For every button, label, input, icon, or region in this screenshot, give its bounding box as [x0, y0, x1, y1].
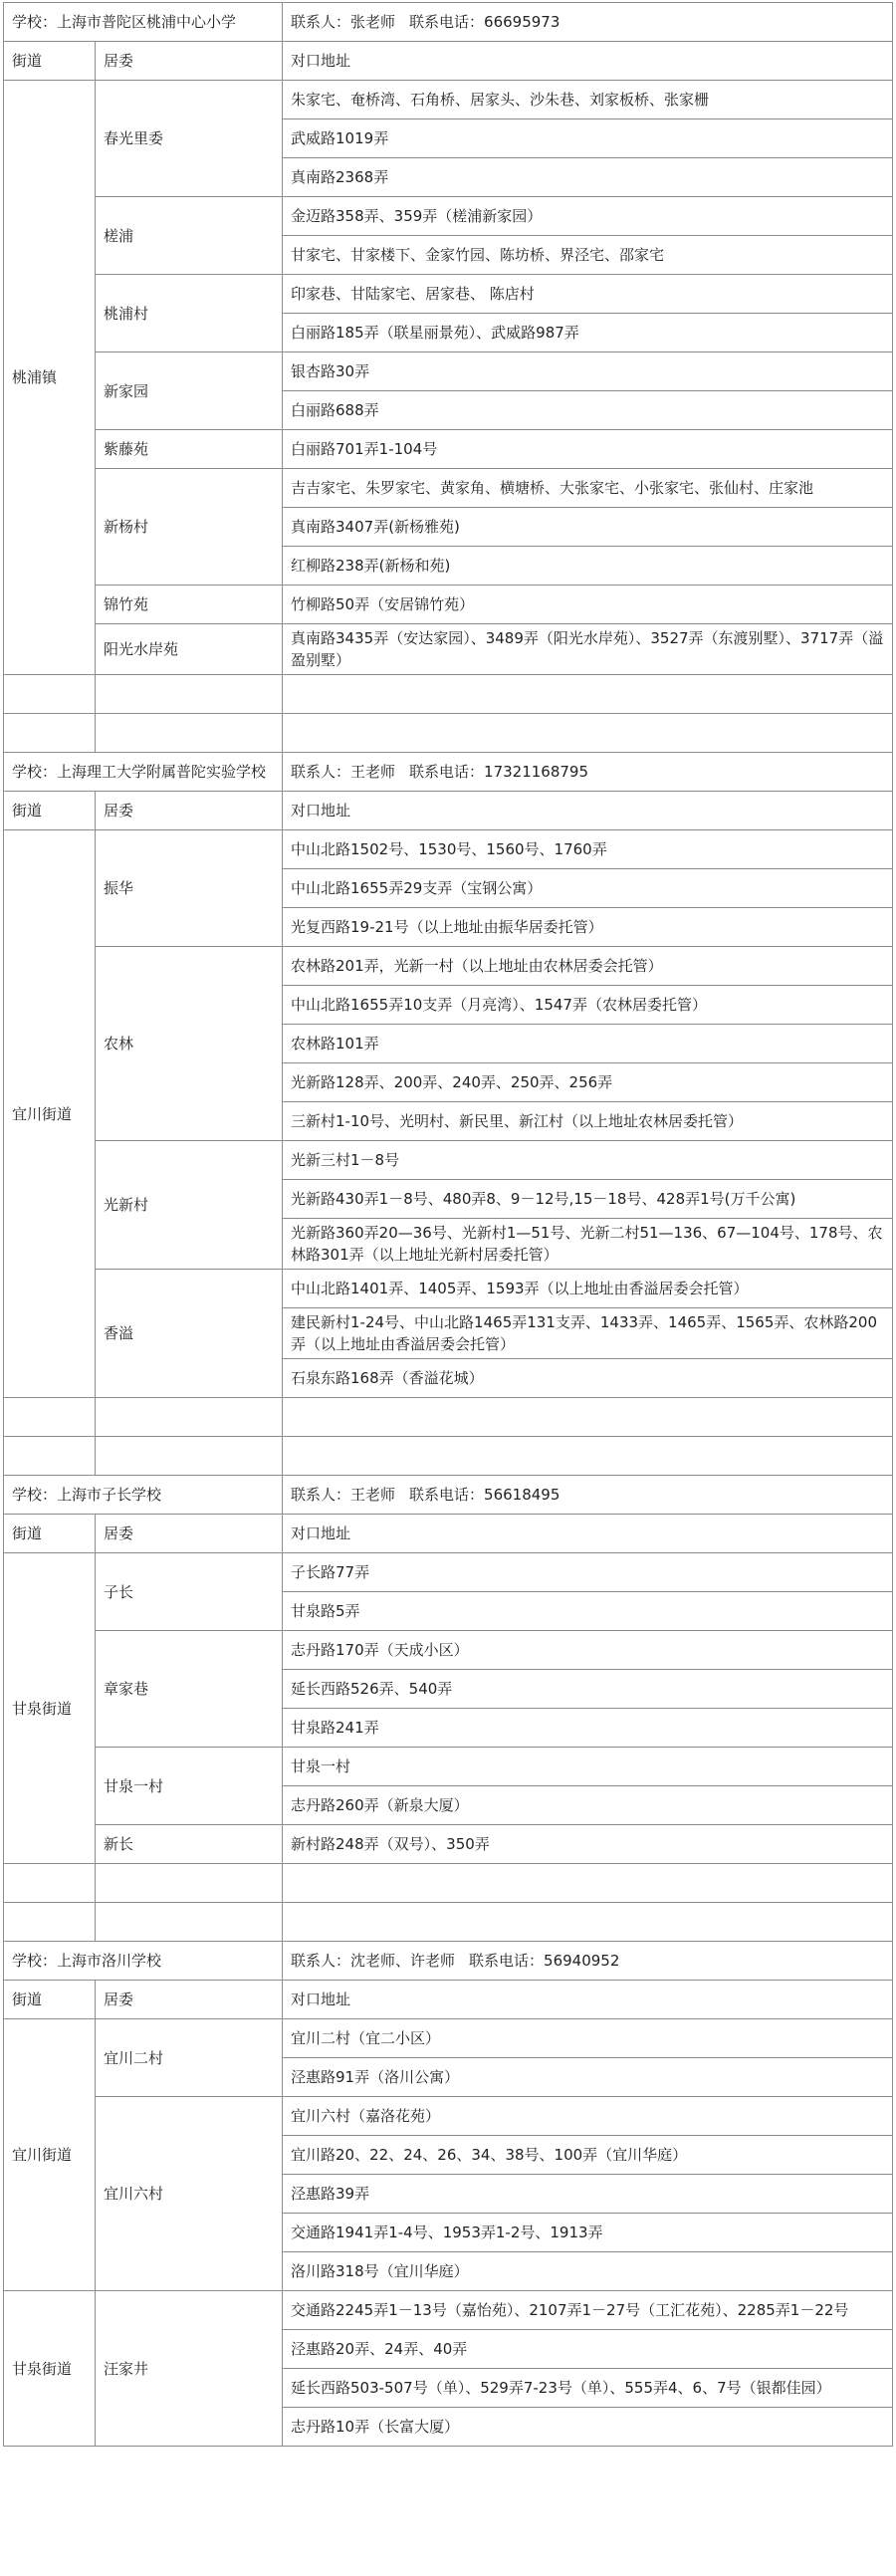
address-cell-text: 宜川二村（宜二小区） — [291, 2029, 441, 2047]
table-row — [4, 352, 893, 391]
column-header-row — [4, 792, 893, 830]
address-cell-text: 银杏路30弄 — [291, 362, 370, 380]
committee-cell-text: 子长 — [104, 1582, 134, 1601]
committee-cell-text: 新长 — [104, 1835, 134, 1853]
column-header-address-text: 对口地址 — [291, 52, 351, 70]
address-cell — [283, 2330, 893, 2369]
committee-cell-text: 宜川二村 — [104, 2048, 164, 2067]
address-cell — [283, 1102, 893, 1141]
street-cell — [4, 81, 96, 675]
committee-cell — [96, 947, 283, 1141]
empty-cell — [283, 1437, 893, 1476]
school-district-table — [3, 2, 893, 2447]
column-header-committee — [96, 1515, 283, 1553]
address-cell — [283, 158, 893, 197]
address-cell — [283, 236, 893, 275]
address-cell — [283, 197, 893, 236]
empty-row — [4, 675, 893, 714]
empty-cell — [96, 714, 283, 753]
committee-cell-text: 章家巷 — [104, 1680, 149, 1698]
empty-cell — [283, 714, 893, 753]
empty-cell — [4, 1398, 96, 1437]
school-name-cell-text: 学校：上海市洛川学校 — [12, 1952, 162, 1970]
address-cell — [283, 2175, 893, 2214]
address-cell-text: 真南路3407弄(新杨雅苑) — [291, 518, 460, 536]
address-cell-text: 建民新村1-24号、中山北路1465弄131支弄、1433弄、1465弄、1565弄、农林路200弄（以上地址由香溢居委会托管） — [291, 1313, 878, 1353]
committee-cell — [96, 430, 283, 469]
committee-cell — [96, 1631, 283, 1748]
address-cell-text: 农林路101弄 — [291, 1035, 379, 1053]
street-cell — [4, 2019, 96, 2291]
column-header-street — [4, 42, 96, 81]
street-cell-text: 甘泉街道 — [12, 2359, 73, 2378]
column-header-address — [283, 42, 893, 81]
address-cell — [283, 908, 893, 947]
school-name-cell-text: 学校：上海市子长学校 — [12, 1486, 162, 1504]
committee-cell-text: 桃浦村 — [104, 304, 149, 323]
committee-cell — [96, 469, 283, 585]
contact-phone: 联系电话：56618495 — [409, 1486, 560, 1504]
table-row — [4, 830, 893, 869]
address-cell — [283, 947, 893, 986]
address-cell-text: 交通路2245弄1－13号（嘉怡苑）、2107弄1－27号（工汇花苑）、2285弄1－22号 — [291, 2301, 849, 2319]
table-row — [4, 1141, 893, 1180]
committee-cell — [96, 2019, 283, 2097]
empty-cell — [283, 1903, 893, 1942]
column-header-street-text: 街道 — [12, 1991, 43, 2008]
committee-cell — [96, 1825, 283, 1864]
address-cell-text: 子长路77弄 — [291, 1563, 370, 1581]
column-header-row — [4, 42, 893, 81]
table-row — [4, 430, 893, 469]
address-cell — [283, 1219, 893, 1270]
address-cell-text: 光新路430弄1－8号、480弄8、9－12号,15－18号、428弄1号(万千公寓) — [291, 1190, 796, 1208]
address-cell-text: 中山北路1401弄、1405弄、1593弄（以上地址由香溢居委会托管） — [291, 1280, 749, 1297]
address-cell — [283, 2019, 893, 2058]
contact-phone: 联系电话：17321168795 — [409, 763, 589, 781]
empty-cell — [4, 1864, 96, 1903]
empty-cell — [96, 1903, 283, 1942]
empty-cell — [96, 1398, 283, 1437]
address-cell — [283, 2058, 893, 2097]
contact-person: 联系人：王老师 — [291, 1486, 396, 1504]
address-cell-text: 光新路128弄、200弄、240弄、250弄、256弄 — [291, 1073, 613, 1091]
address-cell — [283, 2214, 893, 2252]
column-header-committee-text: 居委 — [104, 802, 134, 820]
address-cell-text: 泾惠路39弄 — [291, 2185, 370, 2203]
column-header-committee-text: 居委 — [104, 1524, 134, 1542]
empty-cell — [4, 1437, 96, 1476]
school-name-cell-text: 学校：上海理工大学附属普陀实验学校 — [12, 763, 267, 781]
empty-cell — [96, 1864, 283, 1903]
column-header-address — [283, 1515, 893, 1553]
table-row — [4, 624, 893, 675]
contact-phone: 联系电话：66695973 — [409, 13, 560, 31]
address-cell — [283, 585, 893, 624]
address-cell — [283, 2252, 893, 2291]
address-cell-text: 石泉东路168弄（香溢花城） — [291, 1369, 484, 1387]
address-cell-text: 交通路1941弄1-4号、1953弄1-2号、1913弄 — [291, 2224, 603, 2241]
address-cell-text: 吉吉家宅、朱罗家宅、黄家角、横塘桥、大张家宅、小张家宅、张仙村、庄家池 — [291, 479, 814, 497]
empty-row — [4, 1903, 893, 1942]
committee-cell — [96, 81, 283, 197]
address-cell-text: 印家巷、甘陆家宅、居家巷、 陈店村 — [291, 285, 535, 303]
school-header-row — [4, 753, 893, 792]
address-cell — [283, 1270, 893, 1308]
address-cell-text: 朱家宅、奄桥湾、石角桥、居家头、沙朱巷、刘家板桥、张家栅 — [291, 91, 710, 109]
table-row — [4, 275, 893, 314]
committee-cell — [96, 830, 283, 947]
address-cell-text: 三新村1-10号、光明村、新民里、新江村（以上地址农林居委托管） — [291, 1112, 744, 1130]
column-header-row — [4, 1981, 893, 2019]
address-cell — [283, 430, 893, 469]
address-cell — [283, 2369, 893, 2408]
address-cell-text: 甘家宅、甘家楼下、金家竹园、陈坊桥、界泾宅、邵家宅 — [291, 246, 665, 264]
table-row — [4, 2291, 893, 2330]
street-cell-text: 宜川街道 — [12, 1104, 73, 1123]
table-row — [4, 947, 893, 986]
empty-row — [4, 714, 893, 753]
address-cell-text: 武威路1019弄 — [291, 129, 389, 147]
column-header-address — [283, 1981, 893, 2019]
committee-cell — [96, 624, 283, 675]
address-cell-text: 延长西路503-507号（单）、529弄7-23号（单）、555弄4、6、7号（银都佳园） — [291, 2379, 831, 2397]
committee-cell-text: 农林 — [104, 1035, 134, 1053]
address-cell-text: 泾惠路91弄（洛川公寓） — [291, 2068, 460, 2086]
address-cell-text: 泾惠路20弄、24弄、40弄 — [291, 2340, 468, 2358]
school-name-cell-text: 学校：上海市普陀区桃浦中心小学 — [12, 13, 237, 31]
column-header-street — [4, 1981, 96, 2019]
address-cell — [283, 275, 893, 314]
committee-cell-text: 阳光水岸苑 — [104, 640, 179, 658]
table-row — [4, 197, 893, 236]
empty-row — [4, 1437, 893, 1476]
school-name-cell — [4, 3, 283, 42]
committee-cell — [96, 197, 283, 275]
address-cell-text: 白丽路701弄1-104号 — [291, 440, 438, 458]
address-cell — [283, 869, 893, 908]
address-cell — [283, 2408, 893, 2447]
committee-cell — [96, 2291, 283, 2447]
contact-person: 联系人：沈老师、许老师 — [291, 1952, 456, 1970]
address-cell-text: 真南路3435弄（安达家园）、3489弄（阳光水岸苑）、3527弄（东渡别墅）、3717弄（溢盈别墅） — [291, 629, 884, 669]
address-cell-text: 延长西路526弄、540弄 — [291, 1680, 453, 1698]
address-cell-text: 红柳路238弄(新杨和苑) — [291, 557, 451, 575]
address-cell — [283, 2097, 893, 2136]
column-header-street-text: 街道 — [12, 1524, 43, 1542]
address-cell — [283, 1141, 893, 1180]
address-cell-text: 中山北路1655弄10支弄（月亮湾）、1547弄（农林居委托管） — [291, 996, 707, 1014]
empty-row — [4, 1864, 893, 1903]
street-cell-text: 宜川街道 — [12, 2146, 73, 2164]
school-name-cell — [4, 1942, 283, 1981]
empty-cell — [96, 675, 283, 714]
column-header-street-text: 街道 — [12, 802, 43, 820]
table-row — [4, 1748, 893, 1786]
table-row — [4, 1270, 893, 1308]
address-cell — [283, 119, 893, 158]
address-cell-text: 白丽路185弄（联星丽景苑）、武威路987弄 — [291, 324, 579, 342]
column-header-row — [4, 1515, 893, 1553]
table-row — [4, 1553, 893, 1592]
table-row — [4, 2097, 893, 2136]
table-row — [4, 1825, 893, 1864]
address-cell-text: 光复西路19-21号（以上地址由振华居委托管） — [291, 918, 603, 936]
address-cell-text: 宜川六村（嘉洛花苑） — [291, 2107, 441, 2125]
address-cell-text: 甘泉一村 — [291, 1757, 351, 1775]
address-cell-text: 中山北路1655弄29支弄（宝钢公寓） — [291, 879, 543, 897]
column-header-street — [4, 1515, 96, 1553]
school-header-row — [4, 1476, 893, 1515]
committee-cell-text: 新家园 — [104, 381, 149, 400]
address-cell — [283, 1553, 893, 1592]
address-cell — [283, 81, 893, 119]
column-header-address-text: 对口地址 — [291, 1524, 351, 1542]
address-cell — [283, 1025, 893, 1063]
column-header-committee — [96, 1981, 283, 2019]
address-cell — [283, 547, 893, 585]
table-row — [4, 81, 893, 119]
contact-cell — [283, 753, 893, 792]
address-cell — [283, 391, 893, 430]
empty-cell — [4, 1903, 96, 1942]
address-cell-text: 志丹路10弄（长富大厦） — [291, 2418, 460, 2436]
column-header-committee-text: 居委 — [104, 1991, 134, 2008]
committee-cell-text: 振华 — [104, 879, 134, 897]
committee-cell-text: 锦竹苑 — [104, 595, 149, 613]
column-header-committee — [96, 792, 283, 830]
committee-cell — [96, 2097, 283, 2291]
empty-cell — [283, 1398, 893, 1437]
address-cell-text: 竹柳路50弄（安居锦竹苑） — [291, 595, 475, 613]
committee-cell — [96, 1553, 283, 1631]
contact-person: 联系人：王老师 — [291, 763, 396, 781]
column-header-street-text: 街道 — [12, 52, 43, 70]
committee-cell — [96, 585, 283, 624]
committee-cell-text: 宜川六村 — [104, 2185, 164, 2203]
address-cell — [283, 1063, 893, 1102]
address-cell-text: 白丽路688弄 — [291, 401, 379, 419]
empty-row — [4, 1398, 893, 1437]
address-cell — [283, 1631, 893, 1670]
address-cell-text: 宜川路20、22、24、26、34、38号、100弄（宜川华庭） — [291, 2146, 688, 2164]
address-cell — [283, 1786, 893, 1825]
address-cell — [283, 986, 893, 1025]
empty-cell — [283, 1864, 893, 1903]
address-cell-text: 志丹路170弄（天成小区） — [291, 1641, 469, 1659]
street-cell — [4, 830, 96, 1398]
address-cell-text: 甘泉路5弄 — [291, 1602, 360, 1620]
column-header-address-text: 对口地址 — [291, 802, 351, 820]
school-header-row — [4, 3, 893, 42]
school-name-cell — [4, 1476, 283, 1515]
address-cell — [283, 2291, 893, 2330]
empty-cell — [4, 675, 96, 714]
street-cell — [4, 2291, 96, 2447]
column-header-street — [4, 792, 96, 830]
address-cell-text: 农林路201弄，光新一村（以上地址由农林居委会托管） — [291, 957, 663, 975]
empty-cell — [283, 675, 893, 714]
contact-cell — [283, 1942, 893, 1981]
address-cell — [283, 1825, 893, 1864]
school-name-cell — [4, 753, 283, 792]
address-cell — [283, 1308, 893, 1359]
address-cell — [283, 830, 893, 869]
address-cell — [283, 508, 893, 547]
contact-cell — [283, 1476, 893, 1515]
committee-cell — [96, 1141, 283, 1270]
contact-person: 联系人：张老师 — [291, 13, 396, 31]
address-cell — [283, 314, 893, 352]
address-cell-text: 洛川路318号（宜川华庭） — [291, 2262, 469, 2280]
empty-cell — [96, 1437, 283, 1476]
address-cell — [283, 1180, 893, 1219]
address-cell-text: 新村路248弄（双号）、350弄 — [291, 1835, 490, 1853]
address-cell-text: 真南路2368弄 — [291, 168, 389, 186]
street-cell — [4, 1553, 96, 1864]
address-cell — [283, 1592, 893, 1631]
address-cell — [283, 352, 893, 391]
table-row — [4, 2019, 893, 2058]
school-header-row — [4, 1942, 893, 1981]
contact-phone: 联系电话：56940952 — [469, 1952, 620, 1970]
column-header-address-text: 对口地址 — [291, 1991, 351, 2008]
address-cell-text: 光新三村1－8号 — [291, 1151, 400, 1169]
table-row — [4, 469, 893, 508]
address-cell-text: 中山北路1502号、1530号、1560号、1760弄 — [291, 840, 607, 858]
committee-cell-text: 光新村 — [104, 1196, 149, 1214]
address-cell — [283, 624, 893, 675]
committee-cell-text: 香溢 — [104, 1324, 134, 1342]
address-cell — [283, 1670, 893, 1709]
column-header-committee-text: 居委 — [104, 52, 134, 70]
table-row — [4, 585, 893, 624]
committee-cell — [96, 275, 283, 352]
address-cell-text: 金迈路358弄、359弄（槎浦新家园） — [291, 207, 543, 225]
address-cell — [283, 1359, 893, 1398]
table-row — [4, 1631, 893, 1670]
address-cell — [283, 2136, 893, 2175]
street-cell-text: 甘泉街道 — [12, 1699, 73, 1718]
committee-cell — [96, 1270, 283, 1398]
committee-cell-text: 甘泉一村 — [104, 1776, 164, 1795]
committee-cell-text: 汪家井 — [104, 2359, 149, 2378]
address-cell-text: 甘泉路241弄 — [291, 1719, 379, 1737]
address-cell — [283, 1748, 893, 1786]
address-cell-text: 光新路360弄20—36号、光新村1—51号、光新二村51—136、67—104号、178号、农林路301弄（以上地址光新村居委托管） — [291, 1224, 883, 1264]
committee-cell-text: 紫藤苑 — [104, 440, 149, 458]
address-cell — [283, 1709, 893, 1748]
committee-cell — [96, 1748, 283, 1825]
column-header-address — [283, 792, 893, 830]
committee-cell-text: 槎浦 — [104, 226, 134, 245]
address-cell-text: 志丹路260弄（新泉大厦） — [291, 1796, 469, 1814]
address-cell — [283, 469, 893, 508]
committee-cell — [96, 352, 283, 430]
committee-cell-text: 新杨村 — [104, 518, 149, 536]
column-header-committee — [96, 42, 283, 81]
empty-cell — [4, 714, 96, 753]
street-cell-text: 桃浦镇 — [12, 368, 58, 386]
contact-cell — [283, 3, 893, 42]
committee-cell-text: 春光里委 — [104, 129, 164, 147]
